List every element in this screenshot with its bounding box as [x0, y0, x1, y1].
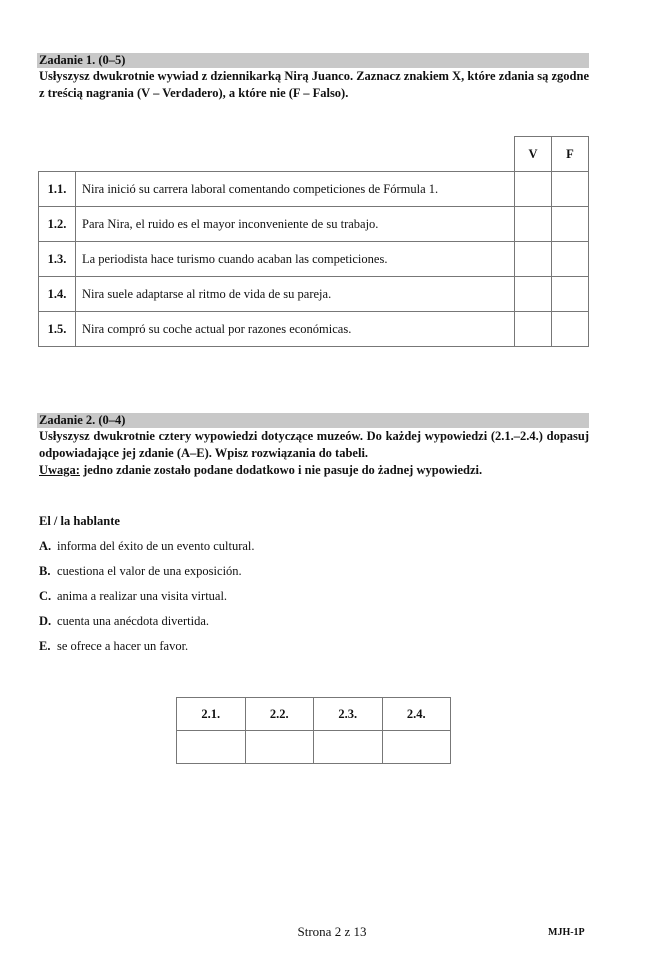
option-letter: B. — [39, 564, 51, 578]
col-v-header: V — [515, 137, 552, 172]
answer-cell-v[interactable] — [515, 172, 552, 207]
answer-table — [176, 697, 451, 764]
answer-cell[interactable] — [177, 731, 246, 764]
row-statement: Nira suele adaptarse al ritmo de vida de su pareja. — [76, 277, 515, 312]
list-item — [39, 538, 255, 563]
answer-cell-f[interactable] — [552, 312, 589, 347]
row-number: 1.1. — [39, 172, 76, 207]
answer-cell-f[interactable] — [552, 242, 589, 277]
answer-col-header: 2.3. — [314, 698, 383, 731]
note-text: jedno zdanie zostało podane dodatkowo i nie pasuje do żadnej wypowiedzi. — [79, 463, 483, 477]
answer-col-header: 2.1. — [177, 698, 246, 731]
row-number: 1.5. — [39, 312, 76, 347]
answer-cell[interactable] — [314, 731, 383, 764]
option-letter: D. — [39, 614, 52, 628]
row-statement: Nira compró su coche actual por razones económicas. — [76, 312, 515, 347]
answer-cell[interactable] — [382, 731, 451, 764]
list-item — [39, 638, 255, 663]
answer-cell-f[interactable] — [552, 172, 589, 207]
row-statement: Para Nira, el ruido es el mayor inconveniente de su trabajo. — [76, 207, 515, 242]
table-row — [39, 242, 589, 277]
answer-cell-v[interactable] — [515, 312, 552, 347]
option-letter: A. — [39, 539, 52, 553]
answer-col-header: 2.2. — [245, 698, 314, 731]
answer-cell-v[interactable] — [515, 242, 552, 277]
list-item — [39, 588, 255, 613]
answer-cell-v[interactable] — [515, 277, 552, 312]
table-row — [39, 277, 589, 312]
row-number: 1.4. — [39, 277, 76, 312]
answer-cell-f[interactable] — [552, 277, 589, 312]
exam-code: MJH-1P — [548, 927, 585, 938]
option-letter: C. — [39, 589, 52, 603]
task2-instruction — [37, 428, 589, 479]
options-list — [39, 538, 255, 663]
note-label: Uwaga: — [39, 463, 80, 477]
option-text: cuestiona el valor de una exposición. — [57, 564, 242, 578]
option-text: se ofrece a hacer un favor. — [57, 639, 189, 653]
true-false-table — [38, 136, 589, 347]
option-text: cuenta una anécdota divertida. — [57, 614, 210, 628]
answer-col-header: 2.4. — [382, 698, 451, 731]
row-statement: Nira inició su carrera laboral comentando competiciones de Fórmula 1. — [76, 172, 515, 207]
answer-cell-v[interactable] — [515, 207, 552, 242]
table-row — [39, 312, 589, 347]
table-row — [39, 207, 589, 242]
row-number: 1.2. — [39, 207, 76, 242]
task1-instruction: Usłyszysz dwukrotnie wywiad z dziennikarką Nirą Juanco. Zaznacz znakiem X, które zdania są zgodne z treścią nagrania (V – Verdadero), a które nie (F – Falso). — [39, 69, 589, 100]
table-row — [39, 172, 589, 207]
task2-instruction-text: Usłyszysz dwukrotnie cztery wypowiedzi dotyczące muzeów. Do każdej wypowiedzi (2.1.–2.4.) dopasuj odpowiadające jej zdanie (A–E). Wpisz rozwiązania do tabeli. — [39, 429, 589, 460]
task2-header: Zadanie 2. (0–4) — [37, 413, 589, 428]
answer-cell[interactable] — [245, 731, 314, 764]
list-item — [39, 613, 255, 638]
row-number: 1.3. — [39, 242, 76, 277]
list-item — [39, 563, 255, 588]
col-f-header: F — [552, 137, 589, 172]
answer-cell-f[interactable] — [552, 207, 589, 242]
option-text: anima a realizar una visita virtual. — [57, 589, 228, 603]
option-text: informa del éxito de un evento cultural. — [57, 539, 255, 553]
speaker-subheading: El / la hablante — [39, 514, 120, 528]
task1-header: Zadanie 1. (0–5) — [37, 53, 589, 68]
row-statement: La periodista hace turismo cuando acaban las competiciones. — [76, 242, 515, 277]
option-letter: E. — [39, 639, 51, 653]
page-number: Strona 2 z 13 — [297, 924, 367, 939]
